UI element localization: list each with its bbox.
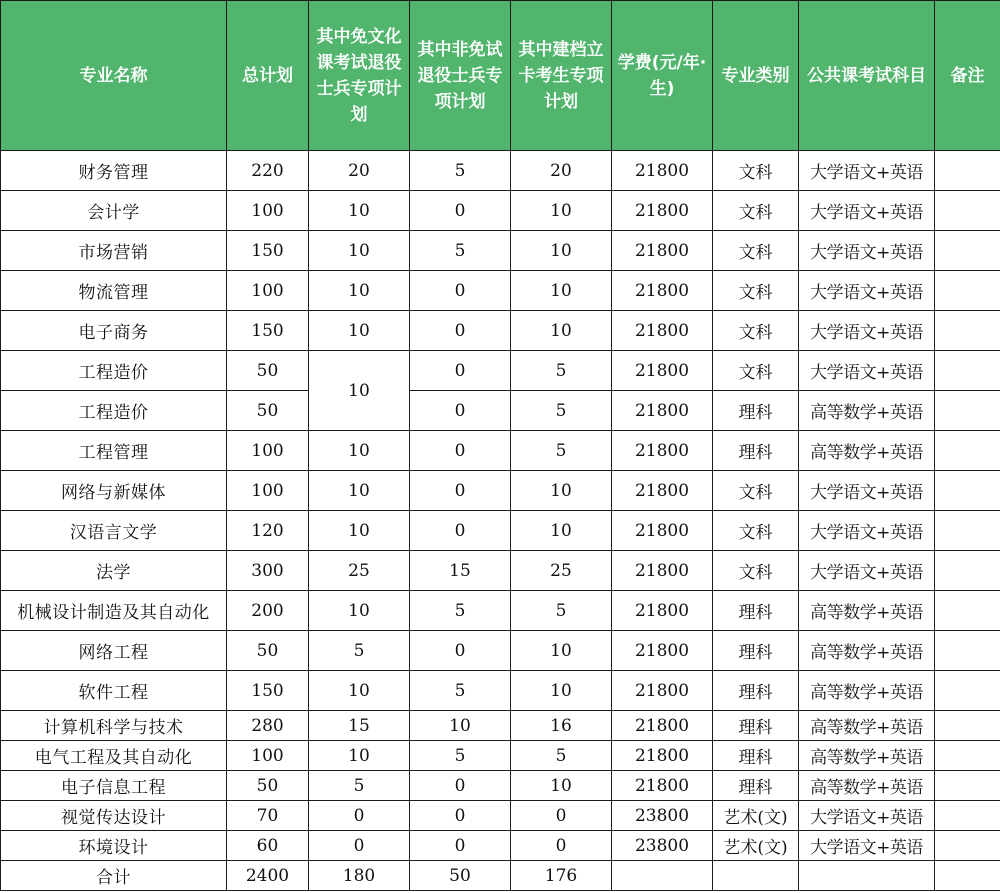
cell-exam-free: 10 xyxy=(309,191,410,231)
cell-category: 文科 xyxy=(713,471,799,511)
cell-major-name: 视觉传达设计 xyxy=(1,801,227,831)
cell-non-exempt: 0 xyxy=(410,271,511,311)
cell-subjects: 高等数学+英语 xyxy=(799,741,935,771)
cell-remarks xyxy=(935,311,1000,351)
cell-category: 理科 xyxy=(713,431,799,471)
cell-poverty: 10 xyxy=(511,471,612,511)
cell-non-exempt: 5 xyxy=(410,591,511,631)
cell-poverty: 25 xyxy=(511,551,612,591)
cell-remarks xyxy=(935,191,1000,231)
cell-total: 120 xyxy=(227,511,309,551)
cell-major-name: 合计 xyxy=(1,861,227,891)
cell-total: 50 xyxy=(227,351,309,391)
cell-poverty: 16 xyxy=(511,711,612,741)
cell-subjects: 高等数学+英语 xyxy=(799,671,935,711)
header-non-exempt: 其中非免试退役士兵专项计划 xyxy=(410,1,511,151)
cell-poverty: 10 xyxy=(511,671,612,711)
header-name: 专业名称 xyxy=(1,1,227,151)
cell-non-exempt: 0 xyxy=(410,631,511,671)
cell-category: 文科 xyxy=(713,511,799,551)
cell-subjects: 高等数学+英语 xyxy=(799,431,935,471)
cell-fee: 21800 xyxy=(612,351,713,391)
cell-exam-free: 5 xyxy=(309,631,410,671)
cell-total: 2400 xyxy=(227,861,309,891)
table-row xyxy=(1,231,1000,271)
cell-subjects: 大学语文+英语 xyxy=(799,831,935,861)
cell-fee: 21800 xyxy=(612,631,713,671)
header-exam-free: 其中免文化课考试退役士兵专项计划 xyxy=(309,1,410,151)
cell-major-name: 财务管理 xyxy=(1,151,227,191)
cell-non-exempt: 0 xyxy=(410,801,511,831)
cell-exam-free: 10 xyxy=(309,431,410,471)
cell-fee: 23800 xyxy=(612,831,713,861)
cell-category: 艺术(文) xyxy=(713,801,799,831)
cell-fee xyxy=(612,861,713,891)
cell-poverty: 5 xyxy=(511,391,612,431)
table-row xyxy=(1,431,1000,471)
cell-exam-free: 180 xyxy=(309,861,410,891)
cell-poverty: 10 xyxy=(511,191,612,231)
cell-fee: 21800 xyxy=(612,771,713,801)
cell-non-exempt: 0 xyxy=(410,511,511,551)
cell-total: 150 xyxy=(227,671,309,711)
cell-total: 150 xyxy=(227,311,309,351)
cell-fee: 21800 xyxy=(612,471,713,511)
cell-remarks xyxy=(935,511,1000,551)
cell-major-name: 市场营销 xyxy=(1,231,227,271)
cell-poverty: 0 xyxy=(511,831,612,861)
table-row xyxy=(1,741,1000,771)
table-row xyxy=(1,591,1000,631)
cell-non-exempt: 0 xyxy=(410,831,511,861)
header-total: 总计划 xyxy=(227,1,309,151)
table-row xyxy=(1,551,1000,591)
cell-non-exempt: 0 xyxy=(410,471,511,511)
cell-major-name: 工程造价 xyxy=(1,391,227,431)
header-row xyxy=(1,1,1000,151)
table-row xyxy=(1,351,1000,391)
cell-total: 100 xyxy=(227,431,309,471)
cell-category: 理科 xyxy=(713,741,799,771)
cell-major-name: 会计学 xyxy=(1,191,227,231)
cell-total: 100 xyxy=(227,271,309,311)
table-row xyxy=(1,191,1000,231)
cell-subjects: 大学语文+英语 xyxy=(799,271,935,311)
cell-exam-free: 15 xyxy=(309,711,410,741)
cell-poverty: 10 xyxy=(511,231,612,271)
cell-fee: 21800 xyxy=(612,511,713,551)
cell-exam-free: 25 xyxy=(309,551,410,591)
cell-subjects: 大学语文+英语 xyxy=(799,231,935,271)
table-row xyxy=(1,511,1000,551)
cell-non-exempt: 5 xyxy=(410,671,511,711)
cell-major-name: 网络与新媒体 xyxy=(1,471,227,511)
table-row xyxy=(1,711,1000,741)
cell-total: 50 xyxy=(227,771,309,801)
table-row xyxy=(1,271,1000,311)
cell-exam-free: 0 xyxy=(309,801,410,831)
cell-poverty: 20 xyxy=(511,151,612,191)
cell-subjects: 高等数学+英语 xyxy=(799,711,935,741)
cell-total: 70 xyxy=(227,801,309,831)
cell-fee: 21800 xyxy=(612,671,713,711)
cell-subjects: 高等数学+英语 xyxy=(799,391,935,431)
cell-subjects: 大学语文+英语 xyxy=(799,511,935,551)
cell-category: 文科 xyxy=(713,271,799,311)
cell-remarks xyxy=(935,771,1000,801)
cell-non-exempt: 5 xyxy=(410,151,511,191)
cell-poverty: 5 xyxy=(511,351,612,391)
cell-fee: 21800 xyxy=(612,151,713,191)
cell-exam-free: 10 xyxy=(309,671,410,711)
header-remarks: 备注 xyxy=(935,1,1000,151)
cell-total: 50 xyxy=(227,631,309,671)
header-poverty: 其中建档立卡考生专项计划 xyxy=(511,1,612,151)
cell-total: 300 xyxy=(227,551,309,591)
cell-major-name: 网络工程 xyxy=(1,631,227,671)
cell-non-exempt: 10 xyxy=(410,711,511,741)
cell-fee: 21800 xyxy=(612,391,713,431)
cell-remarks xyxy=(935,801,1000,831)
cell-category: 文科 xyxy=(713,191,799,231)
cell-poverty: 5 xyxy=(511,431,612,471)
cell-major-name: 环境设计 xyxy=(1,831,227,861)
cell-remarks xyxy=(935,671,1000,711)
cell-subjects: 高等数学+英语 xyxy=(799,771,935,801)
cell-fee: 23800 xyxy=(612,801,713,831)
cell-poverty: 176 xyxy=(511,861,612,891)
table-row xyxy=(1,831,1000,861)
cell-exam-free: 10 xyxy=(309,311,410,351)
cell-exam-free: 0 xyxy=(309,831,410,861)
cell-category xyxy=(713,861,799,891)
total-row xyxy=(1,861,1000,891)
cell-non-exempt: 5 xyxy=(410,231,511,271)
cell-total: 60 xyxy=(227,831,309,861)
cell-non-exempt: 0 xyxy=(410,391,511,431)
cell-category: 理科 xyxy=(713,771,799,801)
cell-poverty: 10 xyxy=(511,511,612,551)
cell-subjects: 大学语文+英语 xyxy=(799,471,935,511)
cell-category: 文科 xyxy=(713,311,799,351)
cell-fee: 21800 xyxy=(612,191,713,231)
cell-exam-free: 10 xyxy=(309,511,410,551)
cell-category: 文科 xyxy=(713,151,799,191)
header-fee: 学费(元/年·生) xyxy=(612,1,713,151)
cell-poverty: 10 xyxy=(511,771,612,801)
table-row xyxy=(1,801,1000,831)
cell-total: 280 xyxy=(227,711,309,741)
cell-fee: 21800 xyxy=(612,711,713,741)
cell-exam-free: 10 xyxy=(309,271,410,311)
cell-remarks xyxy=(935,351,1000,391)
cell-fee: 21800 xyxy=(612,591,713,631)
cell-remarks xyxy=(935,431,1000,471)
cell-major-name: 物流管理 xyxy=(1,271,227,311)
cell-remarks xyxy=(935,831,1000,861)
cell-exam-free: 10 xyxy=(309,471,410,511)
cell-major-name: 电子商务 xyxy=(1,311,227,351)
cell-poverty: 5 xyxy=(511,741,612,771)
cell-major-name: 软件工程 xyxy=(1,671,227,711)
cell-subjects: 高等数学+英语 xyxy=(799,591,935,631)
cell-major-name: 工程造价 xyxy=(1,351,227,391)
cell-major-name: 机械设计制造及其自动化 xyxy=(1,591,227,631)
cell-non-exempt: 0 xyxy=(410,191,511,231)
cell-remarks xyxy=(935,471,1000,511)
cell-non-exempt: 0 xyxy=(410,431,511,471)
cell-exam-free: 10 xyxy=(309,351,410,431)
cell-total: 100 xyxy=(227,741,309,771)
table-row xyxy=(1,471,1000,511)
cell-non-exempt: 15 xyxy=(410,551,511,591)
table-row xyxy=(1,391,1000,431)
cell-fee: 21800 xyxy=(612,741,713,771)
cell-fee: 21800 xyxy=(612,271,713,311)
cell-exam-free: 20 xyxy=(309,151,410,191)
cell-subjects: 大学语文+英语 xyxy=(799,311,935,351)
cell-subjects xyxy=(799,861,935,891)
cell-subjects: 大学语文+英语 xyxy=(799,191,935,231)
cell-exam-free: 5 xyxy=(309,771,410,801)
cell-category: 艺术(文) xyxy=(713,831,799,861)
table-row xyxy=(1,151,1000,191)
cell-exam-free: 10 xyxy=(309,741,410,771)
cell-fee: 21800 xyxy=(612,231,713,271)
cell-total: 100 xyxy=(227,191,309,231)
cell-category: 理科 xyxy=(713,391,799,431)
cell-subjects: 高等数学+英语 xyxy=(799,631,935,671)
cell-remarks xyxy=(935,591,1000,631)
header-subjects: 公共课考试科目 xyxy=(799,1,935,151)
header-category: 专业类别 xyxy=(713,1,799,151)
cell-poverty: 10 xyxy=(511,271,612,311)
cell-non-exempt: 0 xyxy=(410,351,511,391)
cell-total: 200 xyxy=(227,591,309,631)
cell-poverty: 10 xyxy=(511,631,612,671)
cell-fee: 21800 xyxy=(612,431,713,471)
cell-category: 文科 xyxy=(713,551,799,591)
cell-non-exempt: 0 xyxy=(410,311,511,351)
cell-category: 理科 xyxy=(713,631,799,671)
cell-remarks xyxy=(935,391,1000,431)
cell-major-name: 电子信息工程 xyxy=(1,771,227,801)
cell-category: 文科 xyxy=(713,351,799,391)
cell-exam-free: 10 xyxy=(309,231,410,271)
cell-remarks xyxy=(935,551,1000,591)
cell-total: 150 xyxy=(227,231,309,271)
cell-total: 220 xyxy=(227,151,309,191)
cell-poverty: 5 xyxy=(511,591,612,631)
cell-subjects: 大学语文+英语 xyxy=(799,351,935,391)
cell-poverty: 0 xyxy=(511,801,612,831)
cell-remarks xyxy=(935,741,1000,771)
table-row xyxy=(1,631,1000,671)
cell-total: 50 xyxy=(227,391,309,431)
cell-poverty: 10 xyxy=(511,311,612,351)
table-row xyxy=(1,671,1000,711)
cell-remarks xyxy=(935,271,1000,311)
table-row xyxy=(1,771,1000,801)
cell-exam-free: 10 xyxy=(309,591,410,631)
cell-major-name: 法学 xyxy=(1,551,227,591)
cell-subjects: 大学语文+英语 xyxy=(799,551,935,591)
cell-remarks xyxy=(935,631,1000,671)
cell-category: 文科 xyxy=(713,231,799,271)
cell-category: 理科 xyxy=(713,711,799,741)
cell-remarks xyxy=(935,231,1000,271)
cell-non-exempt: 50 xyxy=(410,861,511,891)
cell-subjects: 大学语文+英语 xyxy=(799,151,935,191)
cell-non-exempt: 5 xyxy=(410,741,511,771)
cell-fee: 21800 xyxy=(612,311,713,351)
cell-total: 100 xyxy=(227,471,309,511)
cell-major-name: 计算机科学与技术 xyxy=(1,711,227,741)
cell-major-name: 电气工程及其自动化 xyxy=(1,741,227,771)
cell-remarks xyxy=(935,151,1000,191)
cell-major-name: 汉语言文学 xyxy=(1,511,227,551)
cell-subjects: 大学语文+英语 xyxy=(799,801,935,831)
cell-major-name: 工程管理 xyxy=(1,431,227,471)
cell-fee: 21800 xyxy=(612,551,713,591)
cell-non-exempt: 0 xyxy=(410,771,511,801)
table-row xyxy=(1,311,1000,351)
cell-category: 理科 xyxy=(713,591,799,631)
cell-remarks xyxy=(935,861,1000,891)
cell-category: 理科 xyxy=(713,671,799,711)
cell-remarks xyxy=(935,711,1000,741)
